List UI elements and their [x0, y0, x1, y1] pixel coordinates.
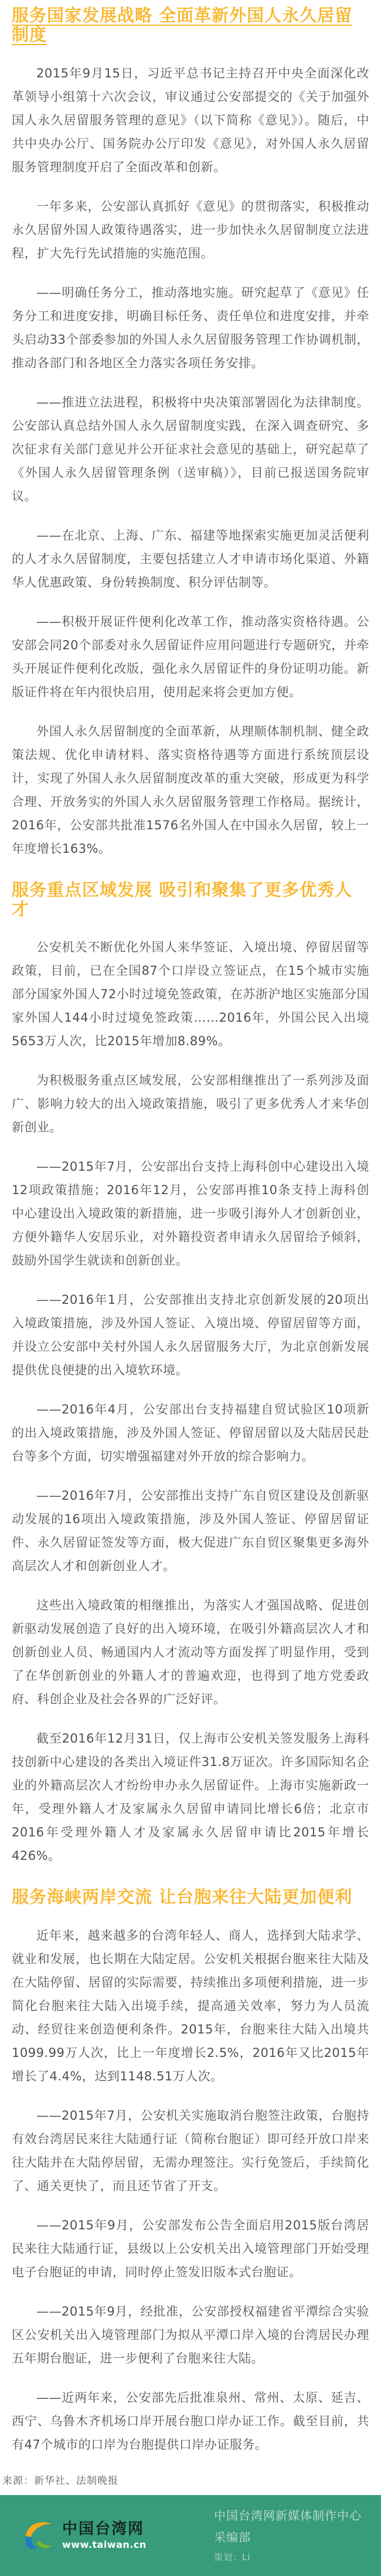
- site-logo: [22, 2519, 147, 2553]
- logo-url: www.taiwan.cn: [62, 2538, 147, 2550]
- paragraph: 近年来，越来越多的台湾年轻人、商人，选择到大陆求学、就业和发展，也长期在大陆定居。公安机关根据台胞来往大陆及在大陆停留、居留的实际需要，持续推出多项便利措施，进一步简化台胞来往大陆入出境手续，提高通关效率，努力为人员流动、经贸往来创造便利条件。2015年，台胞来往大陆入出境共1099.99万人次，比上一年度增长2.5%，2016年又比2015年增长了4.4%，达到1148.51万人次。: [12, 1928, 369, 2083]
- paragraph: 一年多来，公安部认真抓好《意见》的贯彻落实，积极推动永久居留外国人政策待遇落实，进一步加快永久居留制度立法进程，扩大先行先试措施的实施范围。: [12, 199, 369, 260]
- section-key-regions: [12, 880, 369, 1868]
- paragraph: ——积极开展证件便利化改革工作，推动落实资格待遇。公安部会同20个部委对永久居留证件应用问题进行专题研究，并牵头开展证件便利化改版，强化永久居留证件的身份证明功能。新版证件将在年内很快启用，使用起来将会更加方便。: [12, 614, 369, 699]
- section-heading: 服务国家发展战略 全面革新外国人永久居留制度: [12, 5, 353, 45]
- section-heading: 服务海峡两岸交流 让台胞来往大陆更加便利: [12, 1887, 353, 1907]
- paragraph: ——明确任务分工，推动落地实施。研究起草了《意见》任务分工和进度安排，明确目标任务、责任单位和进度安排，并牵头启动33个部委参加的外国人永久居留服务管理工作协调机制，推动各部门和各地区全力落实各项任务安排。: [12, 285, 369, 370]
- logo-text: [62, 2521, 147, 2550]
- taiwan-net-logo-icon: [22, 2519, 56, 2553]
- credit-department: 采编部: [214, 2530, 251, 2544]
- paragraph: ——2015年9月，公安部发布公告全面启用2015版台湾居民来往大陆通行证，县级以上公安机关出入境管理部门开始受理电子台胞证的申请，同时停止签发旧版本式台胞证。: [12, 2218, 369, 2279]
- paragraph: ——2016年1月，公安部推出支持北京创新发展的20项出入境政策措施，涉及外国人签证、入境出境、停留居留等方面，并设立公安部中关村外国人永久居留服务大厅，为北京创新发展提供优良便捷的出入境软环境。: [12, 1293, 369, 1378]
- paragraph: ——2016年4月，公安部出台支持福建自贸试验区10项新的出入境政策措施，涉及外国人签证、停留居留以及大陆居民赴台等多个方面，切实增强福建对外开放的综合影响力。: [12, 1402, 369, 1464]
- section-national-strategy: [12, 6, 369, 860]
- paragraph: ——2015年9月，经批准，公安部授权福建省平潭综合实验区公安机关出入境管理部门为拟从平潭口岸入境的台湾居民办理五年期台胞证，进一步便利了台胞来往大陆。: [12, 2304, 369, 2365]
- credit-producer: 中国台湾网新媒体制作中心: [214, 2508, 362, 2523]
- paragraph: ——2015年7月，公安机关实施取消台胞签注政策，台胞持有效台湾居民来往大陆通行证（简称台胞证）即可经开放口岸来往大陆并在大陆停居留，无需办理签注。实行免签后，手续简化了、通关更快了，而且还节省了开支。: [12, 2108, 369, 2193]
- paragraph: ——近两年来，公安部先后批准泉州、常州、太原、延吉、西宁、乌鲁木齐机场口岸开展台胞口岸办证工作。截至目前，共有47个城市的口岸为台胞提供口岸办证服务。: [12, 2390, 369, 2452]
- paragraph: ——2016年7月，公安部推出支持广东自贸区建设及创新驱动发展的16项出入境政策措施，涉及外国人签证、停留居留证件、永久居留证签发等方面，极大促进广东自贸区聚集更多海外高层次人才和创新创业人才。: [12, 1489, 369, 1574]
- paragraph: ——在北京、上海、广东、福建等地探索实施更加灵活便利的人才永久居留制度，主要包括建立人才申请市场化渠道、外籍华人优惠政策、身份转换制度、积分评估制等。: [12, 528, 369, 589]
- paragraph: 截至2016年12月31日，仅上海市公安机关签发服务上海科技创新中心建设的各类出入境证件31.8万证次。许多国际知名企业的外籍高层次人才纷纷申办永久居留证件。上海市实施新政一年，受理外籍人才及家属永久居留申请同比增长6倍；北京市2016年受理外籍人才及家属永久居留申请比2015年增长426%。: [12, 1731, 369, 1863]
- section-heading: 服务重点区域发展 吸引和聚集了更多优秀人才: [12, 879, 353, 920]
- logo-title: 中国台湾网: [62, 2520, 145, 2538]
- section-cross-strait: [12, 1887, 369, 2456]
- paragraph: 为积极服务重点区域发展，公安部相继推出了一系列涉及面广、影响力较大的出入境政策措施，吸引了更多优秀人才来华创新创业。: [12, 1073, 369, 1135]
- paragraph: 2015年9月15日，习近平总书记主持召开中央全面深化改革领导小组第十六次会议，审议通过公安部提交的《关于加强外国人永久居留服务管理的意见》（以下简称《意见》）。随后，中共中央办公厅、国务院办公厅印发《意见》，对外国人永久居留服务管理制度开启了全面改革和创新。: [12, 66, 369, 174]
- paragraph: ——推进立法进程，积极将中央决策部署固化为法律制度。公安部认真总结外国人永久居留制度实践，在深入调查研究、多次征求有关部门意见并公开征求社会意见的基础上，研究起草了《外国人永久居留管理条例（送审稿）》，目前已报送国务院审议。: [12, 395, 369, 503]
- source-line: 来源：新华社、法制晚报: [2, 2475, 118, 2487]
- paragraph: 这些出入境政策的相继推出，为落实人才强国战略、促进创新驱动发展创造了良好的出入境环境，在吸引外籍高层次人才和创新创业人员、畅通国内人才流动等方面发挥了明显作用，受到了在华创新创业的外籍人才的普遍欢迎，也得到了地方党委政府、科创企业及社会各界的广泛好评。: [12, 1598, 369, 1707]
- footer: [0, 2495, 381, 2576]
- paragraph: 公安机关不断优化外国人来华签证、入境出境、停留居留等政策，目前，已在全国87个口岸设立签证点，在15个城市实施部分国家外国人72小时过境免签政策，在苏浙沪地区实施部分国家外国人144小时过境免签政策……2016年，外国公民入出境5653万人次，比2015年增加8.89%。: [12, 940, 369, 1049]
- footer-credits: [214, 2509, 363, 2563]
- paragraph: ——2015年7月，公安部出台支持上海科创中心建设出入境12项政策措施；2016年12月，公安部再推10条支持上海科创中心建设出入境政策的新措施，进一步吸引海外人才创新创业，方便外籍华人安居乐业，对外籍投资者申请永久居留给予倾斜，鼓励外国学生就读和创新创业。: [12, 1160, 369, 1268]
- paragraph: 外国人永久居留制度的全面革新，从理顺体制机制、健全政策法规、优化申请材料、落实资格待遇等方面进行系统顶层设计，实现了外国人永久居留制度改革的重大突破，形成更为科学合理、开放务实的外国人永久居留服务管理工作格局。据统计，2016年，公安部共批准1576名外国人在中国永久居留，较上一年度增长163%。: [12, 724, 369, 856]
- credit-planner: 策划：Li: [214, 2551, 251, 2563]
